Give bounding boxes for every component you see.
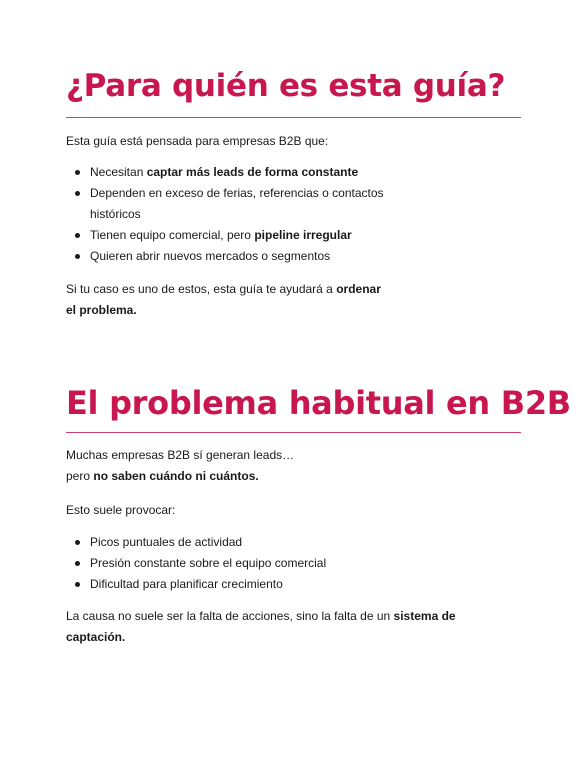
section-divider	[66, 432, 521, 433]
section-divider	[66, 117, 521, 118]
consequences-list	[66, 532, 521, 595]
consequences-intro: Esto suele provocar:	[66, 503, 176, 517]
list-item: Dependen en exceso de ferias, referencias o contactos	[66, 183, 521, 204]
list-item-continuation: históricos	[90, 207, 141, 221]
list-item: Picos puntuales de actividad	[66, 532, 521, 553]
list-item: Tienen equipo comercial, pero pipeline irregular	[66, 225, 521, 246]
audience-intro: Esta guía está pensada para empresas B2B que:	[66, 134, 329, 148]
list-item: Dificultad para planificar crecimiento	[66, 574, 521, 595]
section-title-problem: El problema habitual en B2B	[66, 384, 571, 422]
list-item: Quieren abrir nuevos mercados o segmentos	[66, 246, 521, 267]
list-item: Necesitan captar más leads de forma constante	[66, 162, 521, 183]
problem-statement: Muchas empresas B2B sí generan leads… pero no saben cuándo ni cuántos.	[66, 448, 295, 483]
problem-closing: La causa no suele ser la falta de acciones, sino la falta de un sistema de captación.	[66, 609, 456, 644]
audience-closing: Si tu caso es uno de estos, esta guía te ayudará a ordenar el problema.	[66, 282, 381, 317]
section-title-audience: ¿Para quién es esta guía?	[66, 68, 506, 104]
list-item: Presión constante sobre el equipo comercial	[66, 553, 521, 574]
audience-list	[66, 162, 521, 267]
